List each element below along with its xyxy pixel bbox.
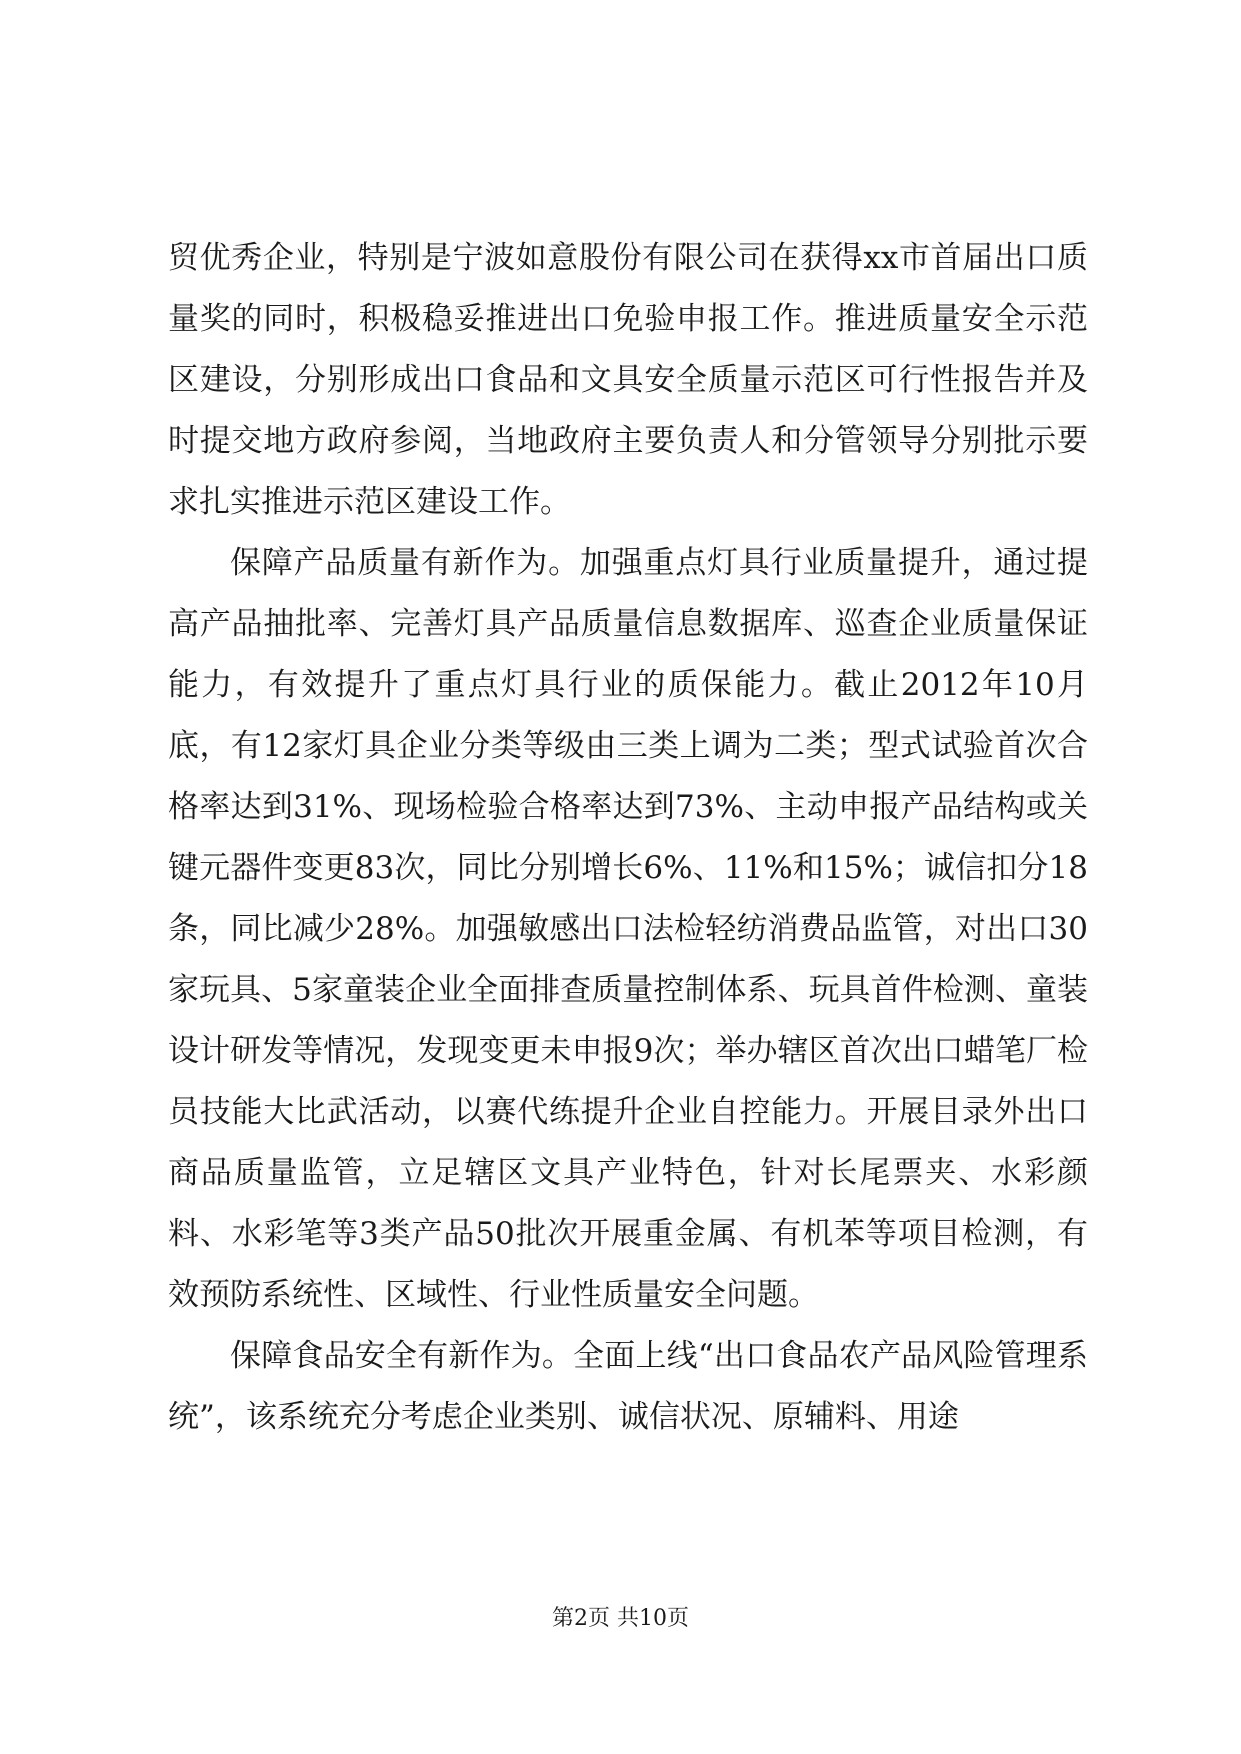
- paragraph-continuation: 贸优秀企业，特别是宁波如意股份有限公司在获得xx市首届出口质量奖的同时，积极稳妥推进出口免验申报工作。推进质量安全示范区建设，分别形成出口食品和文具安全质量示范区可行性报告并及时提交地方政府参阅，当地政府主要负责人和分管领导分别批示要求扎实推进示范区建设工作。: [168, 240, 1088, 520]
- paragraph-product-quality: 保障产品质量有新作为。加强重点灯具行业质量提升，通过提高产品抽批率、完善灯具产品质量信息数据库、巡查企业质量保证能力，有效提升了重点灯具行业的质保能力。截止2012年10月底，有12家灯具企业分类等级由三类上调为二类；型式试验首次合格率达到31%、现场检验合格率达到73%、主动申报产品结构或关键元器件变更83次，同比分别增长6%、11%和15%；诚信扣分18条，同比减少28%。加强敏感出口法检轻纺消费品监管，对出口30家玩具、5家童装企业全面排查质量控制体系、玩具首件检测、童装设计研发等情况，发现变更未申报9次；举办辖区首次出口蜡笔厂检员技能大比武活动，以赛代练提升企业自控能力。开展目录外出口商品质量监管，立足辖区文具产业特色，针对长尾票夹、水彩颜料、水彩笔等3类产品50批次开展重金属、有机苯等项目检测，有效预防系统性、区域性、行业性质量安全问题。: [168, 545, 1088, 1313]
- paragraph-food-safety: 保障食品安全有新作为。全面上线“出口食品农产品风险管理系统”，该系统充分考虑企业类别、诚信状况、原辅料、用途: [168, 1338, 1088, 1435]
- document-body: [168, 228, 1088, 1448]
- page-number-footer: 第2页 共10页: [552, 1606, 689, 1631]
